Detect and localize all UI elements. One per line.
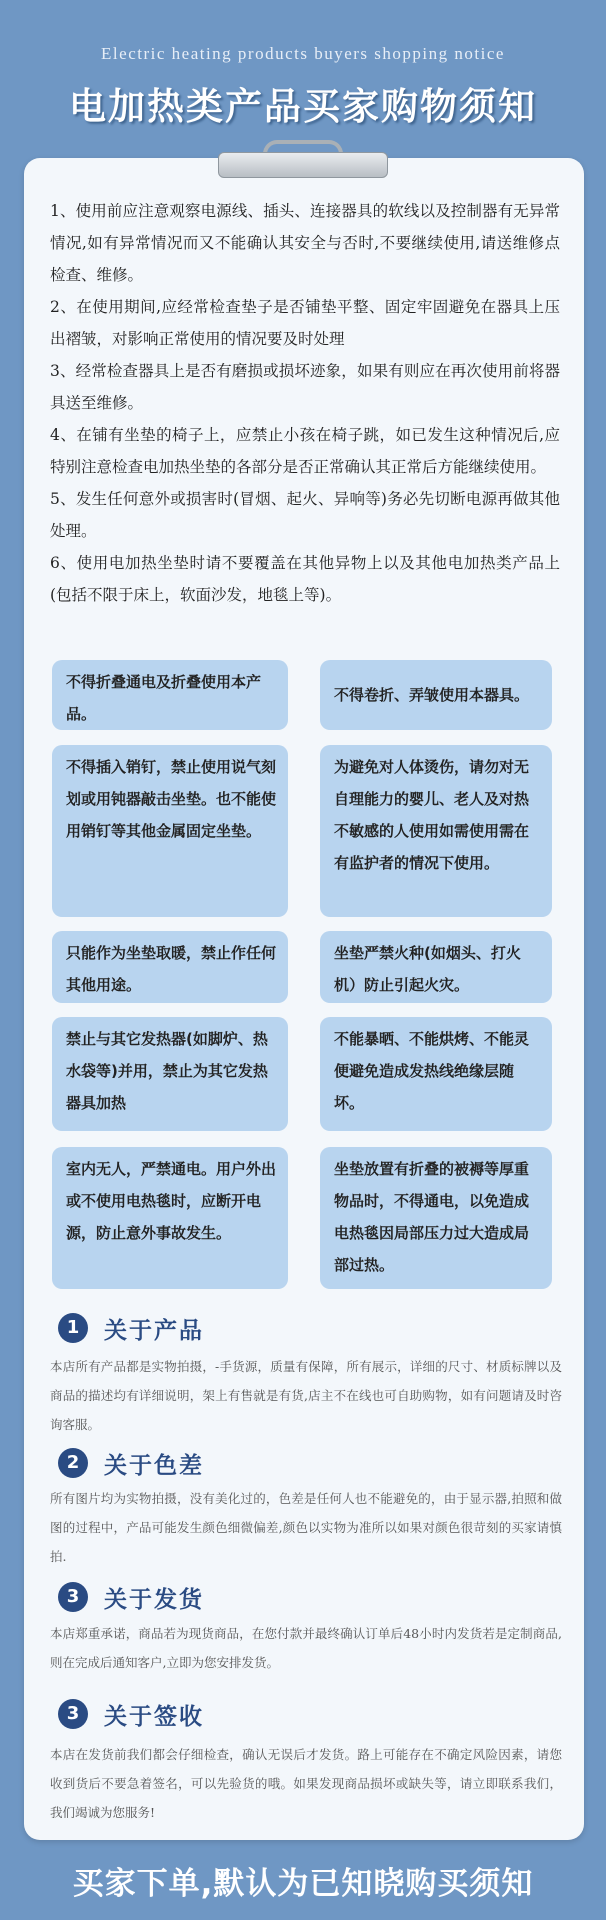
section-heading-shipping xyxy=(58,1582,204,1612)
warning-box: 不得插入销钉，禁止使用说气刻划或用钝器敲击坐垫。也不能使用销钉等其他金属固定坐垫。 xyxy=(52,745,288,917)
warning-box: 禁止与其它发热器(如脚炉、热水袋等)并用，禁止为其它发热器具加热 xyxy=(52,1017,288,1131)
section-body: 本店在发货前我们都会仔细检查，确认无误后才发货。路上可能存在不确定风险因素，请您收到货后不要急着签名，可以先验货的哦。如果发现商品损坏或缺失等，请立即联系我们，我们竭诚为您服务! xyxy=(50,1747,562,1820)
rule-item: 2、在使用期间,应经常检查垫子是否铺垫平整、固定牢固避免在器具上压出褶皱，对影响正常使用的情况要及时处理 xyxy=(50,298,560,348)
footer-notice: 买家下单,默认为已知晓购买须知 xyxy=(72,1866,534,1902)
section-title: 关于色差 xyxy=(104,1452,204,1479)
warning-box: 不得折叠通电及折叠使用本产品。 xyxy=(52,660,288,730)
section-heading-color xyxy=(58,1448,204,1478)
section-title: 关于产品 xyxy=(104,1317,204,1344)
warning-box: 坐垫严禁火种(如烟头、打火机）防止引起火灾。 xyxy=(320,931,552,1003)
warning-box: 坐垫放置有折叠的被褥等厚重物品时，不得通电，以免造成电热毯因局部压力过大造成局部过热。 xyxy=(320,1147,552,1289)
section-title: 关于签收 xyxy=(104,1703,204,1730)
warning-box: 室内无人，严禁通电。用户外出或不使用电热毯时，应断开电源，防止意外事故发生。 xyxy=(52,1147,288,1289)
warning-box: 不得卷折、弄皱使用本器具。 xyxy=(320,660,552,730)
rule-item: 3、经常检查器具上是否有磨损或损坏迹象，如果有则应在再次使用前将器具送至维修。 xyxy=(50,362,560,412)
rule-item: 1、使用前应注意观察电源线、插头、连接器具的软线以及控制器有无异常情况,如有异常情况而又不能确认其安全与否时,不要继续使用,请送维修点检查、维修。 xyxy=(50,202,560,284)
warning-box: 为避免对人体烫伤，请勿对无自理能力的婴儿、老人及对热不敏感的人使用如需使用需在有监护者的情况下使用。 xyxy=(320,745,552,917)
section-body: 本店郑重承诺，商品若为现货商品，在您付款并最终确认订单后48小时内发货若是定制商品,则在完成后通知客户,立即为您安排发货。 xyxy=(50,1626,562,1670)
usage-rules xyxy=(50,195,560,611)
section-body: 所有图片均为实物拍摄，没有美化过的，色差是任何人也不能避免的，由于显示器,拍照和做图的过程中，产品可能发生颜色细微偏差,颜色以实物为准所以如果对颜色很苛刻的买家请慎拍. xyxy=(50,1491,562,1564)
section-heading-product xyxy=(58,1313,204,1343)
warning-box: 只能作为坐垫取暖，禁止作任何其他用途。 xyxy=(52,931,288,1003)
rule-item: 5、发生任何意外或损害时(冒烟、起火、异响等)务必先切断电源再做其他处理。 xyxy=(50,490,560,540)
section-title: 关于发货 xyxy=(104,1586,204,1613)
section-number-badge: 2 xyxy=(58,1448,88,1478)
section-number-badge: 1 xyxy=(58,1313,88,1343)
section-number-badge: 3 xyxy=(58,1699,88,1729)
section-heading-receipt xyxy=(58,1699,204,1729)
section-body: 本店所有产品都是实物拍摄，-手货源，质量有保障，所有展示，详细的尺寸、材质标牌以及商品的描述均有详细说明，架上有售就是有货,店主不在线也可自助购物，如有问题请及时咨询客服。 xyxy=(50,1359,562,1432)
page-title: 电加热类产品买家购物须知 xyxy=(69,85,537,128)
rule-item: 4、在铺有坐垫的椅子上，应禁止小孩在椅子跳，如已发生这种情况后,应特别注意检查电加热坐垫的各部分是否正常确认其正常后方能继续使用。 xyxy=(50,426,560,476)
warning-box: 不能暴晒、不能烘烤、不能灵便避免造成发热线绝缘层随坏。 xyxy=(320,1017,552,1131)
clipboard-clip-icon xyxy=(218,140,388,182)
rule-item: 6、使用电加热坐垫时请不要覆盖在其他异物上以及其他电加热类产品上(包括不限于床上，软面沙发，地毯上等)。 xyxy=(50,554,560,604)
section-number-badge: 3 xyxy=(58,1582,88,1612)
english-title: Electric heating products buyers shopping notice xyxy=(101,44,505,63)
